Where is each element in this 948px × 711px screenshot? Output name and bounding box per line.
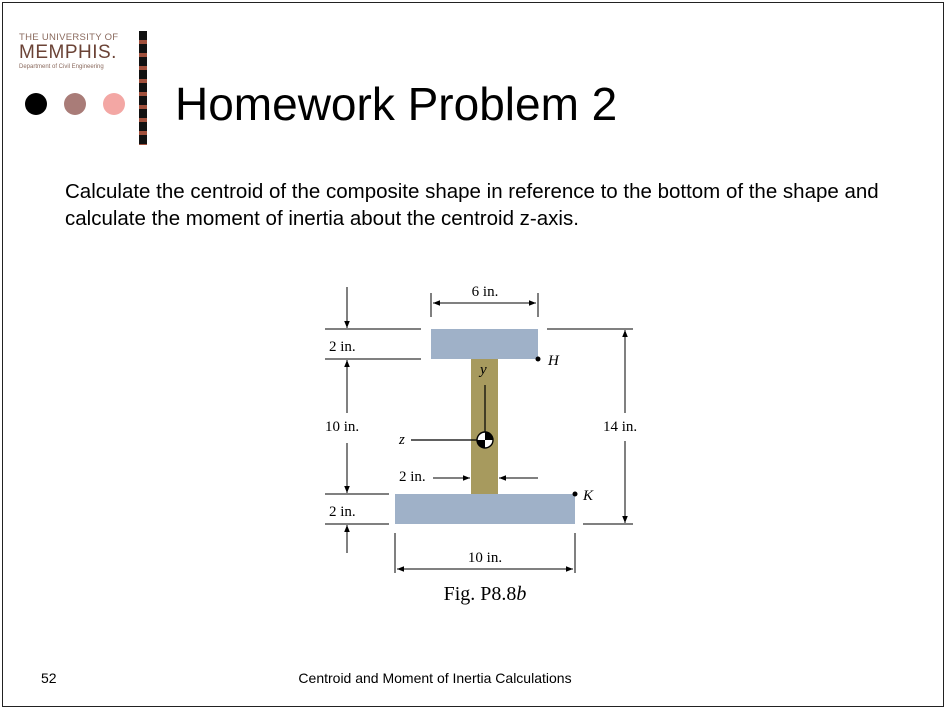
- decor-vertical-bar: [139, 31, 147, 145]
- point-h-label: H: [548, 353, 559, 369]
- dim-web-width: 2 in.: [399, 469, 426, 485]
- page-number: 52: [41, 670, 57, 686]
- bottom-flange: [395, 494, 575, 524]
- decor-dot-black: [25, 93, 47, 115]
- dim-top-flange: 2 in.: [329, 339, 356, 355]
- university-logo: [19, 33, 137, 71]
- point-k: [573, 492, 578, 497]
- dim-bottom-width: 10 in.: [467, 550, 503, 566]
- point-k-label: K: [583, 488, 594, 504]
- slide: [2, 2, 944, 707]
- logo-top-text: THE UNIVERSITY OF: [19, 32, 119, 43]
- point-h: [536, 357, 541, 362]
- slide-title: Homework Problem 2: [175, 78, 618, 130]
- top-flange: [431, 329, 538, 359]
- logo-sub-text: Department of Civil Engineering: [19, 64, 104, 70]
- footer-text: Centroid and Moment of Inertia Calculations: [298, 670, 572, 686]
- dim-overall-height: 14 in.: [603, 419, 638, 435]
- y-axis-label: y: [480, 362, 487, 378]
- problem-statement: Calculate the centroid of the composite shape in reference to the bottom of the shape and calculate the moment of inertia about the centroid z-axis.: [65, 180, 879, 230]
- dim-web-height: 10 in.: [325, 419, 360, 435]
- logo-main-text: MEMPHIS.: [19, 42, 117, 63]
- dim-top-width: 6 in.: [471, 284, 499, 300]
- z-axis-label: z: [399, 432, 405, 448]
- decor-dot-mauve: [64, 93, 86, 115]
- figure-caption: Fig. P8.8b: [443, 583, 527, 605]
- dim-bottom-flange: 2 in.: [329, 504, 356, 520]
- decor-dot-pink: [103, 93, 125, 115]
- i-beam-figure: [303, 273, 663, 613]
